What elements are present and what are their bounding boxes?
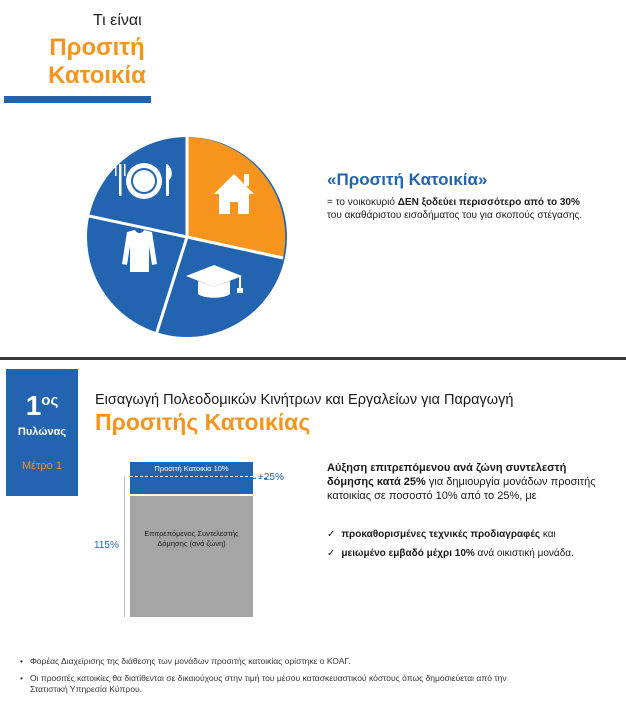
measure-description-rest: για δημιουργία μονάδων προσιτής κατοικίας σε ποσοστό 10% από το 25%, με	[327, 476, 596, 502]
footnote-item	[20, 673, 605, 695]
base-coefficient-bar	[130, 496, 253, 617]
section-subtitle: Προσιτής Κατοικίας	[95, 409, 311, 435]
bonus-bar-segment	[130, 476, 253, 494]
footnote-text: Φορέας Διαχείρισης της διάθεσης των μονάδων προσιτής κατοικίας ορίστηκε ο ΚΟΑΓ.	[30, 656, 351, 666]
check-item-specs-bold: προκαθορισμένες τεχνικές προδιαγραφές	[341, 529, 541, 540]
check-item-area-bold: μειωμένο εμβαδό μέχρι 10%	[341, 548, 475, 559]
title-underline	[4, 96, 151, 103]
check-item-specs	[327, 529, 556, 540]
measure-description-bold: Αύξηση επιτρεπόμενου ανά ζώνη συντελεστή δόμησης κατά 25%	[327, 462, 567, 488]
pillar-number	[6, 390, 78, 422]
brand-title-line2: Κατοικία	[48, 62, 146, 89]
footnote-item	[20, 656, 605, 667]
pillar-number-ordinal: ος	[41, 392, 59, 409]
measure-label: Μέτρο 1	[22, 460, 62, 472]
total-label: 115%	[94, 540, 119, 551]
bullet-icon: •	[20, 656, 23, 666]
check-item-area	[327, 548, 574, 559]
brand-title	[37, 34, 157, 90]
pillar-number-digit: 1	[25, 390, 42, 421]
brand-title-line1: Προσιτή	[49, 34, 145, 61]
section-title: Εισαγωγή Πολεοδομικών Κινήτρων και Εργαλείων για Παραγωγή	[95, 392, 514, 408]
base-label-line2: Δόμησης (ανά ζώνη)	[157, 539, 226, 548]
check-icon: ✓	[327, 529, 336, 540]
check-item-specs-rest: και	[540, 529, 556, 540]
definition-title: «Προσιτή Κατοικία»	[327, 170, 488, 189]
definition-emphasis: ΔΕΝ ξοδεύει περισσότερο από το 30%	[397, 197, 580, 208]
measure-description	[327, 461, 597, 503]
affordable-housing-bar: Προσιτή Κατοικία 10%	[130, 462, 253, 476]
pillar-label: Πυλώνας	[17, 426, 67, 438]
diagram-axis-line	[124, 476, 125, 617]
footnote-text: Οι προσιτές κατοικίες θα διατίθενται σε δικαιούχους στην τιμή του μέσου κατασκευαστικού κόστους όπως δημοσιεύεται από την	[30, 673, 507, 683]
definition-suffix: του ακαθάριστου εισοδήματος του για σκοπούς στέγασης.	[327, 210, 583, 221]
definition-text	[327, 196, 607, 222]
check-icon: ✓	[327, 548, 336, 559]
check-item-area-rest: ανά οικιστική μονάδα.	[474, 548, 574, 559]
base-coefficient-label	[130, 529, 253, 549]
budget-pie-chart	[86, 136, 288, 338]
bullet-icon: •	[20, 673, 23, 683]
intro-question: Τι είναι	[93, 12, 142, 29]
footnote-text-continued: Στατιστική Υπηρεσία Κύπρου.	[30, 684, 142, 694]
base-label-line1: Επιτρεπόμενος Συντελεστής	[144, 529, 239, 538]
increase-label: +25%	[258, 472, 284, 483]
definition-prefix: = το νοικοκυριό	[327, 197, 398, 208]
slide-divider	[0, 357, 626, 360]
